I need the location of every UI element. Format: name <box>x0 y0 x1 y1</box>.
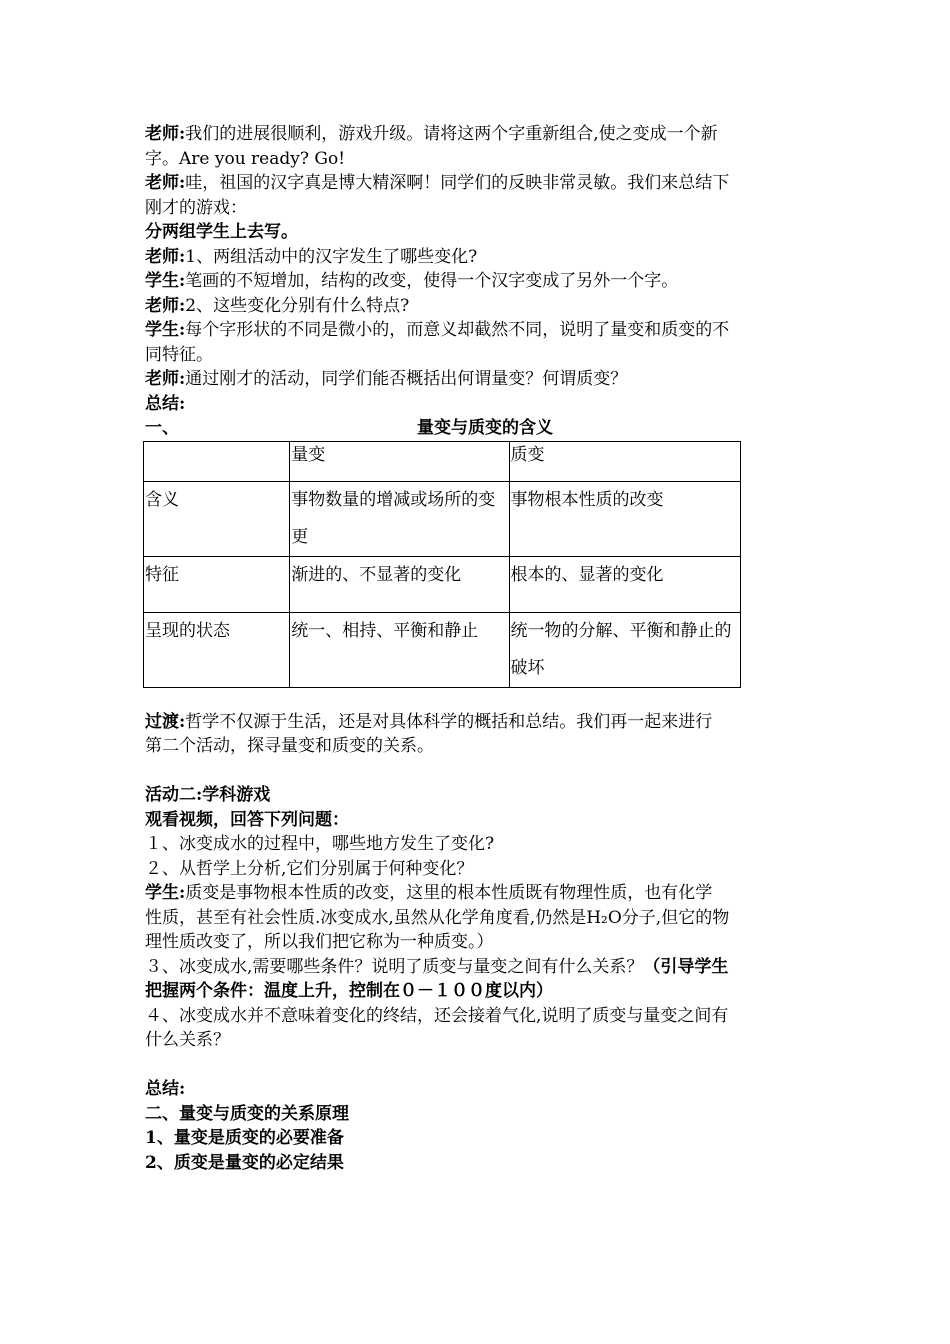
dialogue-text: 同特征。 <box>145 344 213 365</box>
question-4-cont: 什么关系？ <box>145 1030 230 1050</box>
dialogue-line <box>145 269 805 294</box>
transition-line: 第二个活动，探寻量变和质变的关系。 <box>145 736 434 756</box>
speaker-label: 老师: <box>145 124 186 144</box>
question-2: ２、从哲学上分析,它们分别属于何种变化？ <box>145 858 474 879</box>
table-cell: 渐进的、不显著的变化 <box>290 556 509 612</box>
dialogue-text: 刚才的游戏： <box>145 197 247 218</box>
section1-heading <box>145 416 805 441</box>
speaker-label: 学生: <box>145 271 186 291</box>
comparison-table <box>143 441 741 688</box>
transition-text: 哲学不仅源于生活，还是对具体科学的概括和总结。我们再一起来进行 <box>185 711 713 732</box>
speaker-label: 学生: <box>145 320 186 340</box>
dialogue-text: 1、两组活动中的汉字发生了哪些变化? <box>185 246 478 267</box>
dialogue-line <box>145 171 805 196</box>
dialogue-line <box>145 343 805 368</box>
summary-label: 总结: <box>145 1079 186 1099</box>
table-header-cell: 量变 <box>290 441 509 481</box>
transition-line <box>145 710 805 735</box>
dialogue-text: 2、这些变化分别有什么特点? <box>185 295 410 316</box>
student-answer-line: 性质，甚至有社会性质.冰变成水,虽然从化学角度看,仍然是H₂O分子,但它的物 <box>145 907 730 928</box>
dialogue-line <box>145 196 805 221</box>
question-3-guide: （引导学生 <box>643 956 729 977</box>
speaker-label: 老师: <box>145 369 186 389</box>
table-cell: 事物根本性质的改变 <box>509 481 741 556</box>
question-3 <box>145 955 805 980</box>
principle-1: 1、量变是质变的必要准备 <box>145 1128 344 1148</box>
dialogue-text: 字。Are you ready? Go! <box>145 148 346 169</box>
section1-title: 量变与质变的含义 <box>417 418 553 438</box>
dialogue-text: 通过刚才的活动，同学们能否概括出何谓量变？何谓质变？ <box>185 369 628 389</box>
speaker-label: 老师: <box>145 295 186 316</box>
activity2-title: 活动二:学科游戏 <box>145 785 271 805</box>
principle-2: 2、质变是量变的必定结果 <box>145 1152 344 1173</box>
dialogue-line <box>145 122 805 147</box>
dialogue-line <box>145 220 805 245</box>
dialogue-text: 笔画的不短增加，结构的改变，使得一个汉字变成了另外一个字。 <box>185 271 679 291</box>
dialogue-text: 每个字形状的不同是微小的，而意义却截然不同，说明了量变和质变的不 <box>185 320 730 340</box>
table-header-cell: 质变 <box>509 441 741 481</box>
dialogue-line <box>145 318 805 343</box>
table-header-cell <box>144 441 290 481</box>
table-cell: 呈现的状态 <box>144 612 290 687</box>
dialogue-line <box>145 367 805 392</box>
dialogue-text: 哇，祖国的汉字真是博大精深啊！同学们的反映非常灵敏。我们来总结下 <box>185 173 730 193</box>
table-cell: 根本的、显著的变化 <box>509 556 741 612</box>
question-4: ４、冰变成水并不意味着变化的终结，还会接着气化,说明了质变与量变之间有 <box>145 1005 729 1026</box>
dialogue-line <box>145 147 805 172</box>
question-3-guide-line: 把握两个条件：温度上升，控制在０－１００度以内） <box>145 981 553 1001</box>
table-cell: 含义 <box>144 481 290 556</box>
dialogue-line <box>145 392 805 417</box>
table-row <box>144 481 741 556</box>
document-page <box>145 122 805 1175</box>
stage-direction: 分两组学生上去写。 <box>145 222 298 242</box>
speaker-label: 学生: <box>145 883 186 903</box>
student-answer-text: 质变是事物根本性质的改变，这里的根本性质既有物理性质，也有化学 <box>185 883 713 903</box>
summary-label: 总结: <box>145 393 186 414</box>
student-answer-line <box>145 881 805 906</box>
table-row <box>144 556 741 612</box>
table-cell: 统一物的分解、平衡和静止的破坏 <box>509 612 741 687</box>
speaker-label: 老师: <box>145 173 186 193</box>
dialogue-line <box>145 245 805 270</box>
question-3-text: ３、冰变成水,需要哪些条件？说明了质变与量变之间有什么关系？ <box>145 956 644 977</box>
dialogue-text: 我们的进展很顺利，游戏升级。请将这两个字重新组合,使之变成一个新 <box>185 124 718 144</box>
student-answer-line: 理性质改变了，所以我们把它称为一种质变。） <box>145 932 494 952</box>
section2-heading: 二、量变与质变的关系原理 <box>145 1103 349 1124</box>
table-row <box>144 612 741 687</box>
table-cell: 特征 <box>144 556 290 612</box>
dialogue-line <box>145 294 805 319</box>
speaker-label: 老师: <box>145 246 186 267</box>
transition-label: 过渡: <box>145 711 186 732</box>
activity2-prompt: 观看视频，回答下列问题： <box>145 809 349 830</box>
table-cell: 统一、相持、平衡和静止 <box>290 612 509 687</box>
question-1: １、冰变成水的过程中，哪些地方发生了变化? <box>145 834 495 854</box>
table-header-row <box>144 441 741 481</box>
section1-number: 一、 <box>145 418 179 438</box>
table-cell: 事物数量的增减或场所的变更 <box>290 481 509 556</box>
